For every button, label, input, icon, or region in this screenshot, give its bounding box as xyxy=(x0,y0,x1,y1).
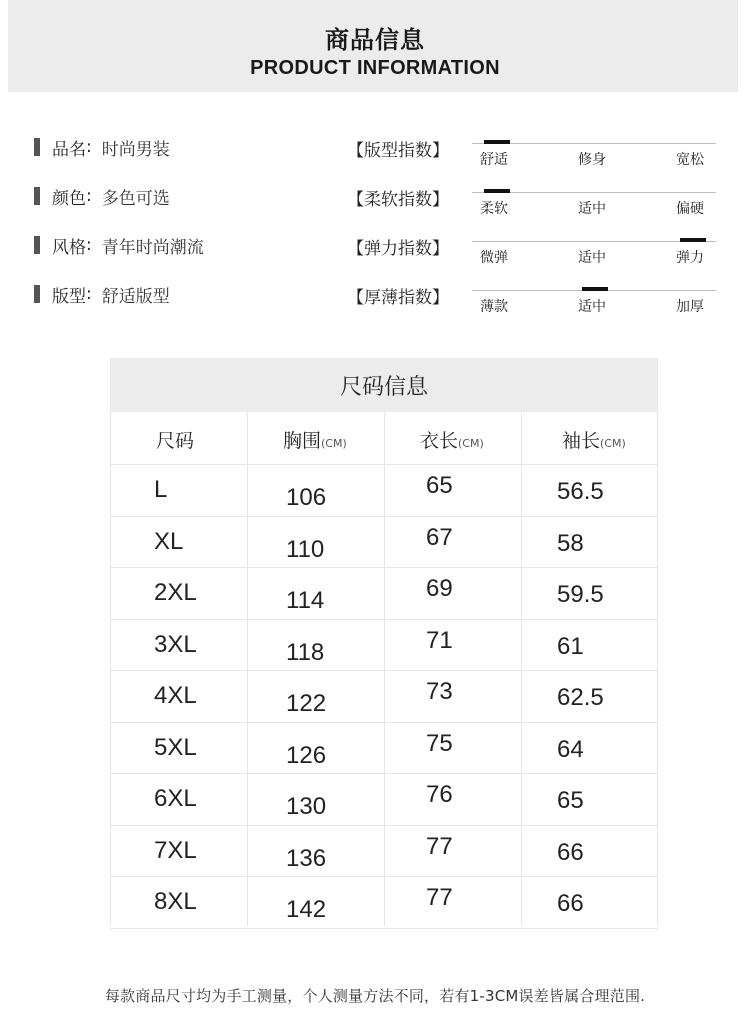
fit-index-scale xyxy=(472,135,716,171)
header-sleeve-label: 袖长 xyxy=(562,430,601,452)
table-cell-length: 77 xyxy=(426,884,453,911)
table-cell-size: 5XL xyxy=(154,733,197,761)
bullet-bar-icon xyxy=(34,138,40,156)
table-cell-length: 71 xyxy=(426,626,453,654)
bullet-bar-icon xyxy=(34,285,40,303)
table-cell-size: 7XL xyxy=(154,836,197,864)
table-cell-length: 77 xyxy=(426,832,453,860)
thickness-index-scale xyxy=(472,282,716,318)
grid-line xyxy=(657,412,658,926)
table-cell-sleeve: 65 xyxy=(557,787,584,814)
size-table-title: 尺码信息 xyxy=(110,358,658,412)
unit-label: (CM) xyxy=(458,437,484,450)
grid-line xyxy=(110,876,658,877)
table-cell-length: 65 xyxy=(426,472,453,499)
grid-line xyxy=(247,412,248,926)
elasticity-index-scale xyxy=(472,233,716,269)
elasticity-index-label: 【弹力指数】 xyxy=(347,239,449,259)
scale-marker xyxy=(484,140,510,144)
table-cell-chest: 114 xyxy=(286,587,325,614)
scale-option: 偏硬 xyxy=(676,201,704,217)
attribute-label: 颜色 xyxy=(52,188,86,209)
grid-line xyxy=(110,928,658,929)
attribute-colon: : xyxy=(86,284,92,304)
grid-line xyxy=(110,722,658,723)
grid-line xyxy=(110,825,658,826)
attribute-label: 品名 xyxy=(52,139,86,160)
softness-index-scale xyxy=(472,184,716,220)
grid-line xyxy=(521,412,522,926)
scale-option: 舒适 xyxy=(480,152,508,168)
table-cell-chest: 118 xyxy=(286,638,325,666)
table-cell-sleeve: 61 xyxy=(557,632,584,660)
table-cell-chest: 106 xyxy=(286,484,327,511)
scale-option: 适中 xyxy=(578,250,606,266)
grid-line xyxy=(110,567,658,568)
grid-line xyxy=(110,412,111,926)
header-size-label: 尺码 xyxy=(156,430,195,452)
table-cell-size: 4XL xyxy=(154,682,197,709)
scale-option: 微弹 xyxy=(480,250,508,266)
scale-option: 薄款 xyxy=(480,299,508,315)
table-cell-sleeve: 58 xyxy=(557,529,584,557)
table-cell-chest: 130 xyxy=(286,793,327,820)
table-cell-sleeve: 64 xyxy=(557,735,584,763)
page-title: 商品信息 xyxy=(325,26,425,54)
table-cell-length: 69 xyxy=(426,575,453,602)
header-size xyxy=(156,426,194,453)
header-chest xyxy=(283,426,347,453)
table-cell-size: 2XL xyxy=(154,579,197,606)
table-cell-chest: 142 xyxy=(286,896,327,923)
size-table xyxy=(110,358,658,978)
bullet-bar-icon xyxy=(34,236,40,254)
attribute-colon: : xyxy=(86,137,92,157)
attribute-label: 风格 xyxy=(52,237,86,258)
grid-line xyxy=(110,516,658,517)
fit-index-label: 【版型指数】 xyxy=(347,141,449,161)
table-cell-chest: 122 xyxy=(286,690,327,717)
attribute-value: 时尚男装 xyxy=(101,139,170,160)
attribute-row-color xyxy=(34,183,170,209)
grid-line xyxy=(110,773,658,774)
table-cell-size: 8XL xyxy=(154,888,197,915)
scale-marker xyxy=(582,287,608,291)
table-cell-sleeve: 56.5 xyxy=(557,478,604,505)
scale-option: 宽松 xyxy=(676,152,704,168)
attribute-colon: : xyxy=(86,235,92,255)
table-cell-sleeve: 59.5 xyxy=(557,581,604,608)
table-cell-size: L xyxy=(154,476,168,503)
header-length xyxy=(420,426,484,453)
attribute-row-name xyxy=(34,134,170,160)
scale-option: 适中 xyxy=(578,299,606,315)
measurement-footnote: 每款商品尺寸均为手工测量，个人测量方法不同，若有1-3CM误差皆属合理范围. xyxy=(104,987,646,1005)
attribute-value: 舒适版型 xyxy=(101,286,170,307)
grid-line xyxy=(384,412,385,926)
unit-label: (CM) xyxy=(600,437,626,450)
table-cell-chest: 126 xyxy=(286,741,327,769)
grid-line xyxy=(110,464,658,465)
unit-label: (CM) xyxy=(321,437,347,450)
bullet-bar-icon xyxy=(34,187,40,205)
scale-option: 修身 xyxy=(578,152,606,168)
table-cell-chest: 136 xyxy=(286,844,327,872)
attribute-value: 青年时尚潮流 xyxy=(101,237,204,258)
table-cell-length: 75 xyxy=(426,729,453,757)
header-length-label: 衣长 xyxy=(420,430,459,452)
softness-index-label: 【柔软指数】 xyxy=(347,190,449,210)
table-cell-length: 73 xyxy=(426,678,453,705)
attribute-row-fit xyxy=(34,281,170,307)
thickness-index-label: 【厚薄指数】 xyxy=(347,288,449,308)
table-cell-size: XL xyxy=(154,527,184,555)
header-chest-label: 胸围 xyxy=(283,430,322,452)
table-cell-length: 67 xyxy=(426,523,453,551)
header-sleeve xyxy=(562,426,626,453)
scale-option: 弹力 xyxy=(676,250,704,266)
table-cell-sleeve: 66 xyxy=(557,890,584,917)
table-cell-sleeve: 66 xyxy=(557,838,584,866)
table-cell-size: 6XL xyxy=(154,785,197,812)
scale-marker xyxy=(484,189,510,193)
grid-line xyxy=(110,670,658,671)
table-cell-sleeve: 62.5 xyxy=(557,684,604,711)
attribute-row-style xyxy=(34,232,204,258)
scale-option: 柔软 xyxy=(480,201,508,217)
attribute-label: 版型 xyxy=(52,286,86,307)
table-cell-size: 3XL xyxy=(154,630,197,658)
scale-marker xyxy=(680,238,706,242)
table-cell-chest: 110 xyxy=(286,535,325,563)
scale-option: 加厚 xyxy=(676,299,704,315)
table-cell-length: 76 xyxy=(426,781,453,808)
scale-option: 适中 xyxy=(578,201,606,217)
attribute-colon: : xyxy=(86,186,92,206)
attribute-value: 多色可选 xyxy=(101,188,170,209)
grid-line xyxy=(110,619,658,620)
page-subtitle: PRODUCT INFORMATION xyxy=(250,57,500,79)
